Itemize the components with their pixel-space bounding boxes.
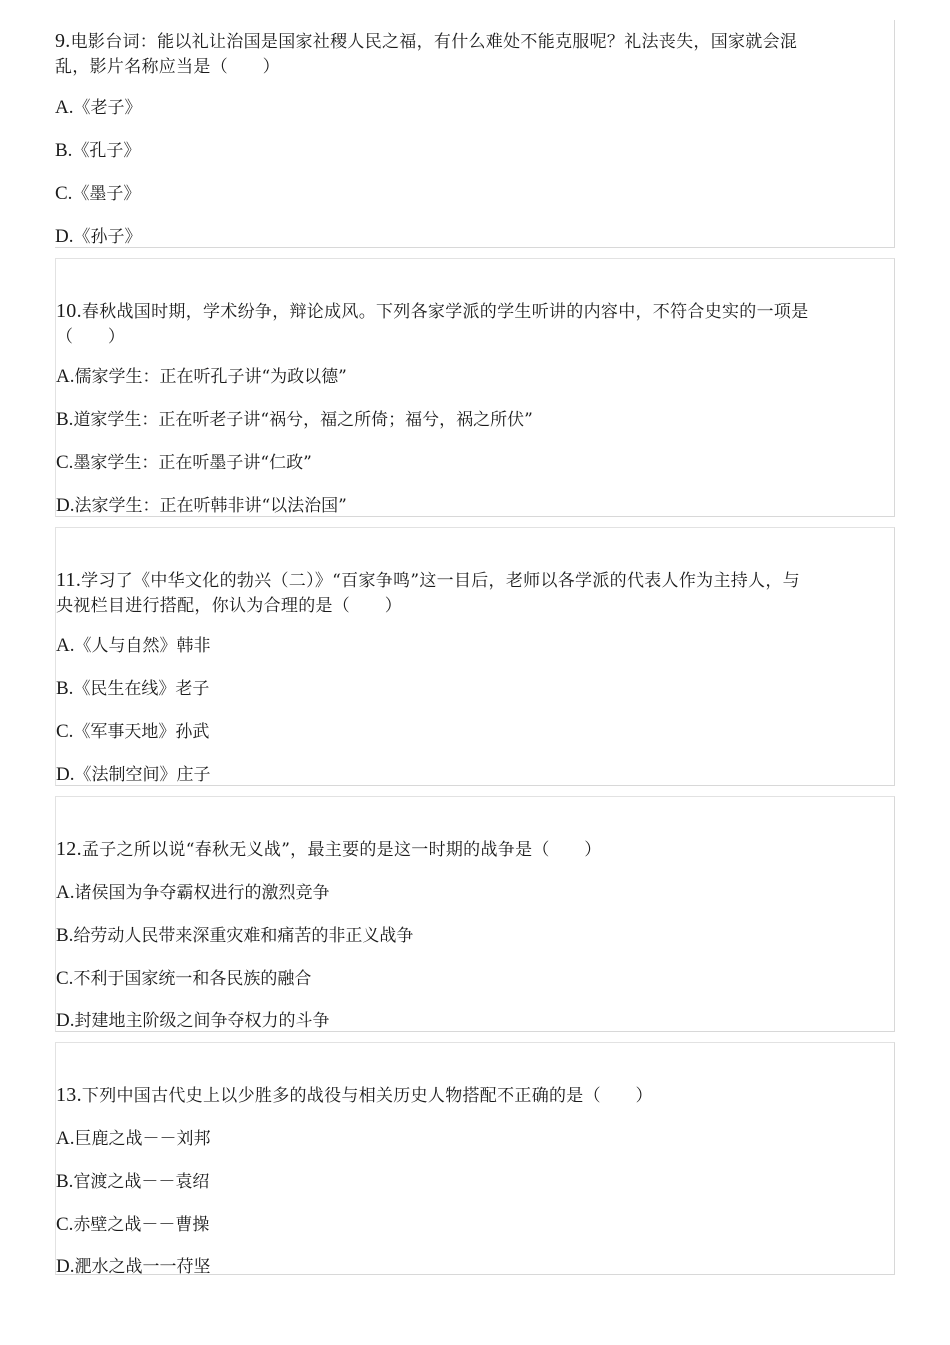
option-c[interactable]: C.《墨子》 (55, 183, 141, 204)
option-a[interactable]: A.诸侯国为争夺霸权进行的激烈竞争 (56, 882, 330, 903)
question-11 (55, 527, 895, 786)
question-10 (55, 258, 895, 517)
question-12 (55, 796, 895, 1032)
stem-line-1: 学习了《中华文化的勃兴（二）》“百家争鸣”这一目后，老师以各学派的代表人作为主持人，与 (81, 571, 800, 591)
option-c[interactable]: C.不利于国家统一和各民族的融合 (56, 968, 312, 989)
stem-line-2: 乱，影片名称应当是（ ） (55, 57, 280, 77)
question-stem (56, 568, 800, 619)
stem-line-1: 下列中国古代史上以少胜多的战役与相关历史人物搭配不正确的是（ ） (81, 1086, 653, 1106)
option-b[interactable]: B.给劳动人民带来深重灾难和痛苦的非正义战争 (56, 925, 414, 946)
question-number: 10. (56, 300, 82, 322)
question-9 (55, 20, 895, 248)
option-c[interactable]: C.《军事天地》孙武 (56, 721, 210, 742)
option-d[interactable]: D.淝水之战一一苻坚 (56, 1256, 211, 1277)
option-b[interactable]: B.《孔子》 (55, 140, 141, 161)
question-number: 9. (55, 30, 71, 52)
question-stem (56, 299, 809, 350)
option-d[interactable]: D.封建地主阶级之间争夺权力的斗争 (56, 1010, 330, 1031)
option-a[interactable]: A.巨鹿之战－－刘邦 (56, 1128, 211, 1149)
stem-line-1: 电影台词：能以礼让治国是国家社稷人民之福，有什么难处不能克服呢？礼法丧失，国家就会混 (70, 32, 798, 52)
option-d[interactable]: D.《法制空间》庄子 (56, 764, 211, 785)
option-c[interactable]: C.赤壁之战－－曹操 (56, 1214, 210, 1235)
option-b[interactable]: B.《民生在线》老子 (56, 678, 210, 699)
stem-line-1: 孟子之所以说“春秋无义战”，最主要的是这一时期的战争是（ ） (81, 840, 602, 860)
option-d[interactable]: D.法家学生：正在听韩非讲“以法治国” (56, 495, 347, 516)
option-a[interactable]: A.《人与自然》韩非 (56, 635, 211, 656)
question-stem (56, 837, 602, 863)
question-13 (55, 1042, 895, 1275)
stem-line-1: 春秋战国时期，学术纷争，辩论成风。下列各家学派的学生听讲的内容中，不符合史实的一项是 (81, 302, 809, 322)
option-b[interactable]: B.官渡之战－－袁绍 (56, 1171, 210, 1192)
stem-line-2: （ ） (56, 327, 126, 347)
option-b[interactable]: B.道家学生：正在听老子讲“祸兮，福之所倚；福兮，祸之所伏” (56, 409, 533, 430)
stem-line-2: 央视栏目进行搭配，你认为合理的是（ ） (56, 596, 402, 616)
question-stem (55, 29, 797, 80)
question-number: 11. (56, 569, 82, 591)
question-stem (56, 1083, 653, 1109)
option-d[interactable]: D.《孙子》 (55, 226, 142, 247)
option-a[interactable]: A.儒家学生：正在听孔子讲“为政以德” (56, 366, 347, 387)
question-number: 13. (56, 1084, 82, 1106)
option-a[interactable]: A.《老子》 (55, 97, 142, 118)
option-c[interactable]: C.墨家学生：正在听墨子讲“仁政” (56, 452, 312, 473)
question-number: 12. (56, 838, 82, 860)
